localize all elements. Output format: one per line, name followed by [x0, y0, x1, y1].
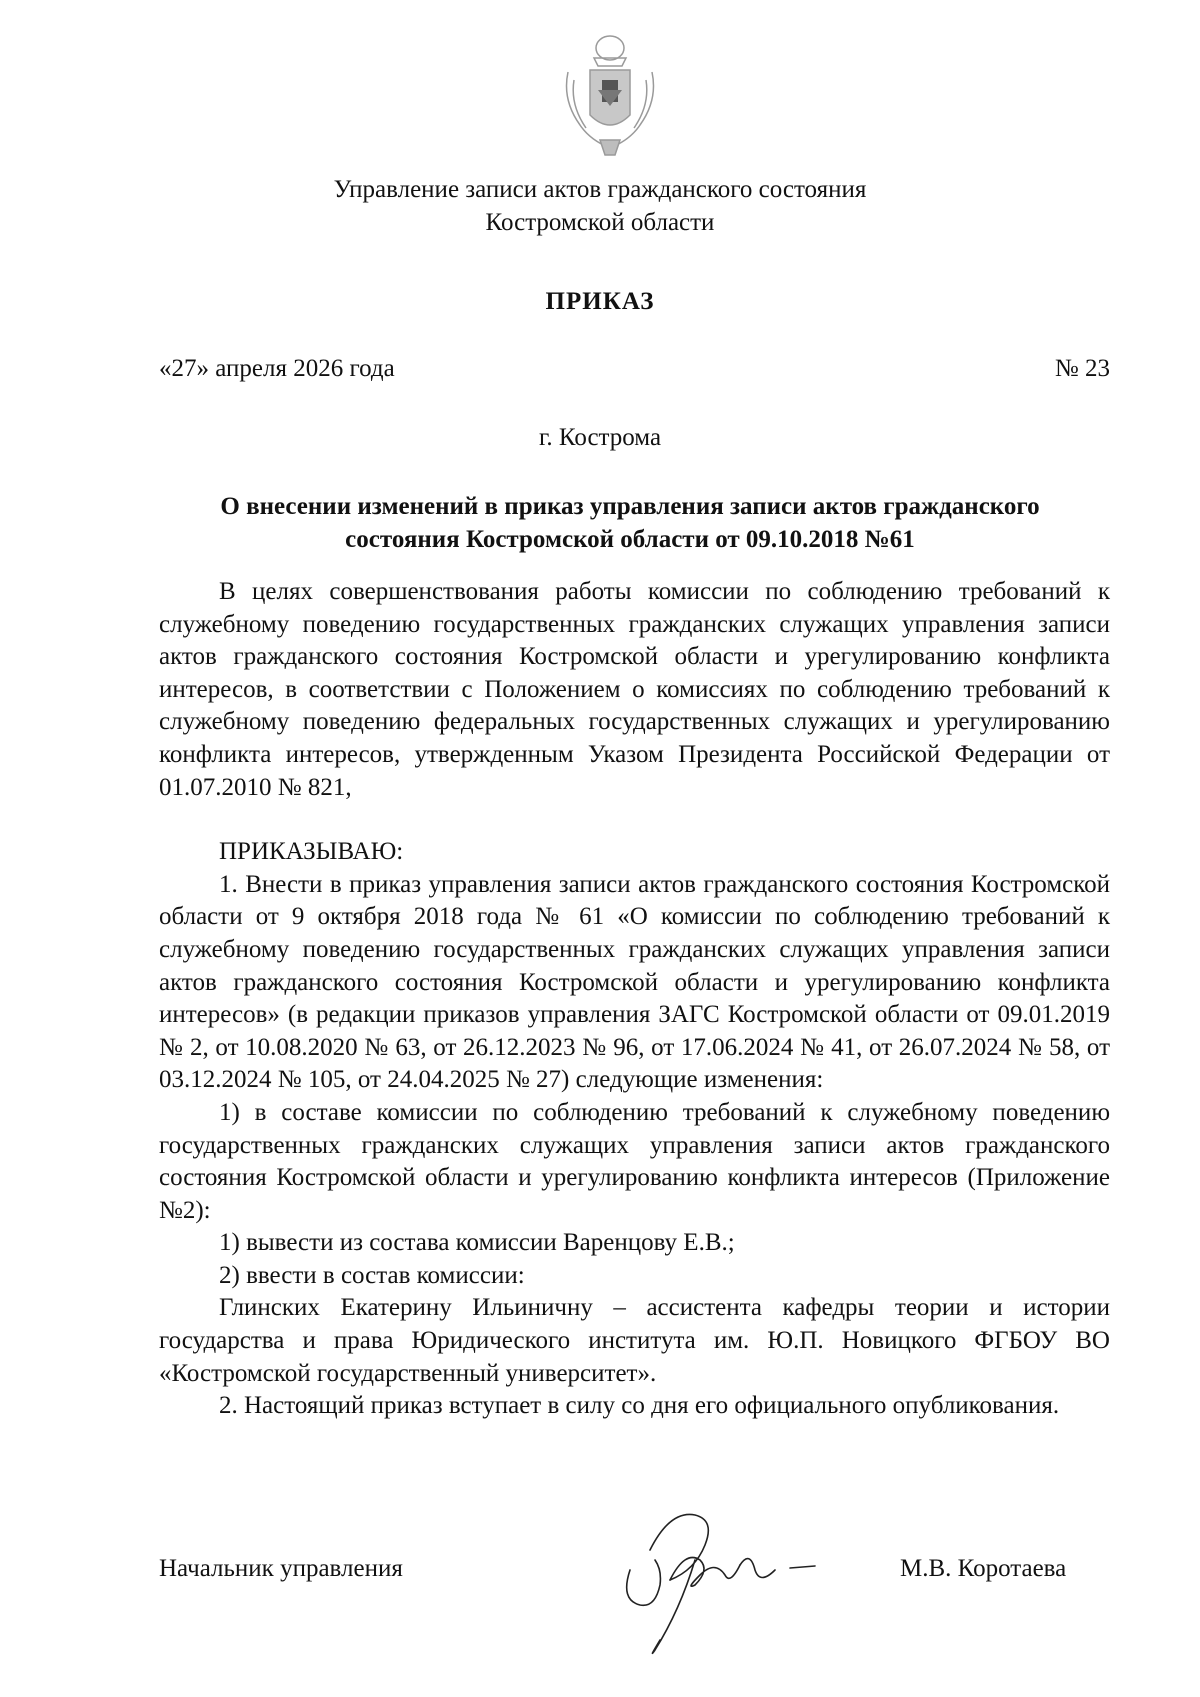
signer-position: Начальник управления: [159, 1555, 403, 1582]
document-body: [159, 576, 1110, 1423]
order-number: № 23: [1054, 355, 1110, 382]
item-1-subitem-1b: 2) ввести в состав комиссии:: [219, 1261, 525, 1289]
organization-name-line2: Костромской области: [485, 209, 715, 236]
order-subject-line1: О внесении изменений в приказ управления записи актов гражданского: [220, 493, 1040, 520]
signer-name: М.В. Коротаева: [900, 1555, 1067, 1582]
document-type-title: ПРИКАЗ: [545, 288, 655, 315]
coat-of-arms-emblem: [560, 30, 660, 160]
order-subject-line2: состояния Костромской области от 09.10.2018 №61: [345, 526, 915, 553]
item-1-paragraph: 1. Внести в приказ управления записи актов гражданского состояния Костромской области от 9 октября 2018 года № 61 «О комиссии по соблюдению требований к служебному поведению государственных гражданских служащих управления записи актов гражданского состояния Костромской области и урегулированию конфликта интересов» (в редакции приказов управления ЗАГС Костромской области от 09.01.2019 № 2, от 10.08.2020 № 63, от 26.12.2023 № 96, от 17.06.2024 № 41, от 26.07.2024 № 58, от 03.12.2024 № 105, от 24.04.2025 № 27) следующие изменения:: [159, 870, 1110, 1094]
order-date: «27» апреля 2026 года: [159, 355, 395, 382]
item-2-paragraph: 2. Настоящий приказ вступает в силу со дня его официального опубликования.: [219, 1392, 1060, 1420]
item-1-subitem-1a: 1) вывести из состава комиссии Варенцову Е.В.;: [219, 1229, 735, 1257]
organization-name-line1: Управление записи актов гражданского состояния: [333, 176, 867, 203]
order-subject: [150, 490, 1110, 556]
preamble-paragraph: В целях совершенствования работы комиссии по соблюдению требований к служебному поведению государственных гражданских служащих управления записи актов гражданского состояния Костромской области и урегулированию конфликта интересов, в соответствии с Положением о комиссиях по соблюдению требований к служебному поведению федеральных государственных служащих и урегулированию конфликта интересов, утвержденным Указом Президента Российской Федерации от 01.07.2010 № 821,: [159, 578, 1110, 801]
city-name: г. Кострома: [538, 424, 662, 451]
order-word: ПРИКАЗЫВАЮ:: [219, 838, 404, 866]
item-1-subitem-1-paragraph: 1) в составе комиссии по соблюдению требований к служебному поведению государственных гражданских служащих управления записи актов гражданского состояния Костромской области и урегулированию конфликта интересов (Приложение №2):: [159, 1098, 1110, 1224]
handwritten-signature: [600, 1490, 820, 1660]
new-member-paragraph: Глинских Екатерину Ильиничну – ассистента кафедры теории и истории государства и права Юридического института им. Ю.П. Новицкого ФГБОУ ВО «Костромской государственный университет».: [159, 1294, 1110, 1387]
